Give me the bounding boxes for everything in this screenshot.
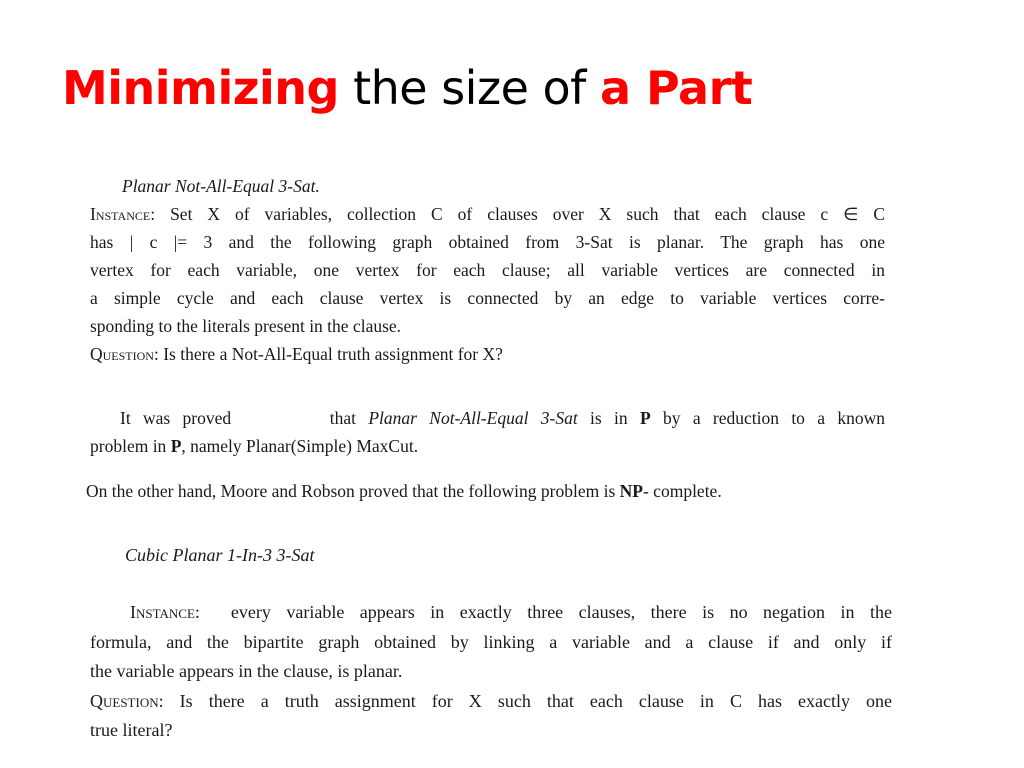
title-middle: the size of <box>338 61 600 115</box>
instance-line <box>90 200 885 228</box>
question-label: Question: <box>90 690 164 711</box>
problem-name-cubic-planar <box>125 541 920 569</box>
proof-text: , namely Planar(Simple) MaxCut. <box>181 436 419 456</box>
instance-line: has | c |= 3 and the following graph obtained from 3-Sat is planar. The graph has one <box>90 232 885 252</box>
complexity-class: NP <box>619 481 643 501</box>
question-text: Is there a truth assignment for X such that each clause in C has exactly one <box>179 690 893 711</box>
instance-line <box>90 598 892 628</box>
proof-text: that <box>329 408 369 428</box>
problem-reference: Planar Not-All-Equal 3-Sat <box>368 408 578 428</box>
proof-text: problem in <box>90 436 171 456</box>
proof-line-2 <box>90 432 885 460</box>
instance-line: a simple cycle and each clause vertex is connected by an edge to variable vertices corre- <box>90 288 885 308</box>
problem-name: Planar Not-All-Equal 3-Sat. <box>122 176 320 196</box>
proof-text: by a reduction to a known <box>650 408 885 428</box>
title-emphasis-minimizing: Minimizing <box>62 61 339 115</box>
proof-paragraph <box>90 404 885 460</box>
instance-line: vertex for each variable, one vertex for each clause; all variable vertices are connected in <box>90 260 885 280</box>
proof-text: It was proved <box>120 408 232 428</box>
question-label: Question: <box>90 344 159 364</box>
statement-line <box>86 477 881 505</box>
moore-robson-statement <box>86 477 881 505</box>
statement-text: - complete. <box>642 481 722 501</box>
instance-line: sponding to the literals present in the clause. <box>90 316 402 336</box>
title-emphasis-a-part: a Part <box>600 61 753 115</box>
question-line <box>90 340 885 368</box>
proof-text: is in <box>577 408 640 428</box>
instance-text: every variable appears in exactly three clauses, there is no negation in the <box>230 602 893 622</box>
problem-cubic-planar-1in3 <box>90 598 892 746</box>
problem-planar-nae-3sat <box>90 172 885 368</box>
complexity-class: P <box>639 408 651 428</box>
instance-line: the variable appears in the clause, is planar. <box>90 661 403 681</box>
problem-name: Cubic Planar 1-In-3 3-Sat <box>125 545 315 565</box>
proof-line-1 <box>90 404 885 432</box>
complexity-class: P <box>170 436 182 456</box>
instance-label: Instance: <box>90 204 156 224</box>
slide-title <box>62 62 752 115</box>
question-line: true literal? <box>90 720 173 740</box>
instance-label: Instance: <box>130 602 200 622</box>
question-line <box>90 687 892 717</box>
instance-text: Set X of variables, collection C of clauses over X such that each clause c ∈ C <box>170 204 886 224</box>
instance-line: formula, and the bipartite graph obtained by linking a variable and a clause if and only if <box>90 631 892 652</box>
statement-text: On the other hand, Moore and Robson proved that the following problem is <box>86 481 620 501</box>
question-text: Is there a Not-All-Equal truth assignment for X? <box>163 344 503 364</box>
